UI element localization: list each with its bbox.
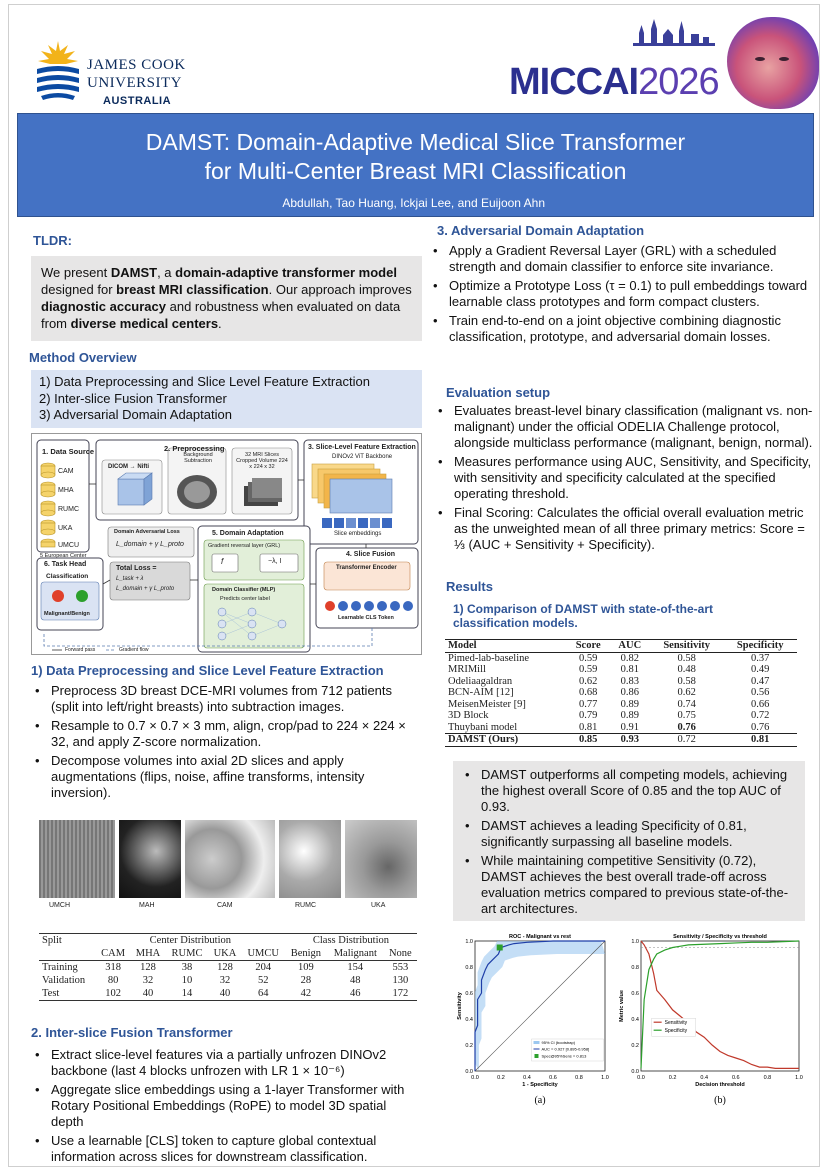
col-header: Model: [448, 640, 477, 651]
table-row: [445, 699, 797, 711]
x-tick-label: 0.0: [471, 1075, 479, 1081]
y-tick-label: 0.2: [465, 1043, 473, 1049]
table-cell: 0.62: [578, 675, 598, 687]
x-tick-label: 1.0: [601, 1075, 609, 1081]
table-cell: 0.93: [620, 734, 639, 745]
tldr-text: designed for: [41, 282, 117, 297]
table-cell: 0.59: [578, 664, 598, 675]
skyline-icon: [629, 17, 719, 57]
roc-chart: [455, 931, 615, 1115]
y-tick-label: 0.8: [631, 965, 639, 971]
sec1-bullets: [31, 683, 416, 804]
chart-title: ROC - Malignant vs rest: [508, 934, 572, 940]
table-row: [445, 687, 797, 699]
x-axis-label: Decision threshold: [695, 1082, 745, 1088]
method-item: 1) Data Preprocessing and Slice Level Feature Extraction: [39, 374, 370, 389]
bullet-item: • Apply a Gradient Reversal Layer (GRL) with a scheduled strength and domain classifier to enforce site invariance.: [429, 243, 814, 275]
table-cell: DAMST (Ours): [448, 734, 519, 745]
x-tick-label: 1.0: [795, 1075, 803, 1081]
table-cell: BCN-AIM [12]: [448, 687, 514, 698]
bullet-item: • Evaluates breast-level binary classification (malignant vs. non-malignant) under the official ODELIA Challenge protocol, alongside multiclass performance (malignant, benign, normal).: [434, 403, 814, 451]
table-cell: 318: [105, 962, 121, 973]
miccai-word: MICCAI: [509, 61, 639, 103]
x-axis-label: 1 - Specificity: [522, 1082, 558, 1088]
table-cell: 3D Block: [448, 710, 489, 721]
tldr-text: , a: [157, 265, 176, 280]
y-tick-label: 0.2: [631, 1043, 639, 1049]
table-cell: 0.66: [751, 698, 770, 710]
table-row: [39, 974, 417, 987]
table-cell: 0.72: [751, 710, 770, 721]
tldr-bold: diverse medical centers: [70, 316, 219, 331]
bullet-item: • Aggregate slice embeddings using a 1-layer Transformer with Rotary Positional Embeddings (RoPE) to model 3D spatial depth: [31, 1082, 416, 1130]
legend-label: Sensitivity: [664, 1020, 688, 1027]
table-cell: 0.37: [751, 652, 770, 664]
table-cell: 0.89: [620, 698, 639, 710]
table-cell: 128: [217, 962, 233, 973]
jcu-emblem-icon: [33, 39, 83, 103]
col-header: Score: [575, 640, 601, 651]
domain-adaptation-label: 5. Domain Adaptation: [212, 530, 284, 537]
bullet-item: • Measures performance using AUC, Sensitivity, and Specificity, with sensitivity and specificity calculated at the specified operating threshold.: [434, 454, 814, 502]
source-note: 5 European Center: [40, 553, 87, 559]
mri-image: [39, 820, 115, 898]
threshold-chart: [617, 931, 805, 1115]
tldr-box: [31, 256, 422, 341]
table-row: [445, 710, 797, 722]
table-cell: 172: [392, 988, 409, 999]
data-source-label: 1. Data Source: [42, 447, 95, 456]
y-tick-label: 0.0: [465, 1069, 473, 1075]
database-icons: [41, 463, 55, 547]
y-tick-label: 0.0: [631, 1069, 639, 1075]
table-cell: 0.47: [751, 675, 770, 687]
bullet-item: • DAMST achieves a leading Specificity of 0.81, significantly surpassing all baseline models.: [461, 818, 797, 850]
y-tick-label: 0.4: [465, 1017, 473, 1023]
tldr-text: .: [218, 316, 222, 331]
table-cell: 80: [107, 975, 119, 986]
sec1-heading: 1) Data Preprocessing and Slice Level Feature Extraction: [31, 663, 384, 678]
mri-label: UMCH: [49, 902, 70, 909]
y-axis-label: Metric value: [619, 990, 625, 1022]
row-label: Test: [42, 988, 60, 999]
table-cell: 0.81: [578, 721, 598, 733]
split-header: Split: [42, 935, 62, 946]
table-row: [445, 676, 797, 688]
bullet-item: • Final Scoring: Calculates the official overall evaluation metric as the unweighted mean of all three primary metrics: Score = ⅓ (AUC + Sensitivity + Specificity).: [434, 505, 814, 553]
jcu-name-line2: UNIVERSITY: [87, 75, 182, 91]
table-cell: 128: [140, 962, 156, 973]
table-cell: 0.82: [620, 652, 639, 664]
dicom-label: DICOM → Nifti: [108, 464, 149, 470]
tldr-heading: TLDR:: [33, 233, 72, 248]
predicts-label: Predicts center label: [220, 596, 270, 602]
tldr-bold: domain-adaptive transformer model: [175, 265, 397, 280]
source-label: CAM: [58, 468, 74, 475]
source-label: UKA: [58, 525, 73, 532]
sec3-heading: 3. Adversarial Domain Adaptation: [437, 223, 645, 238]
face-illustration-icon: [727, 17, 819, 109]
table-cell: 0.58: [677, 675, 696, 687]
sec2-heading: 2. Inter-slice Fusion Transformer: [31, 1025, 233, 1040]
split-table-wrap: [39, 933, 417, 1001]
domain-loss-eq: L_domain + γ L_proto: [116, 541, 184, 548]
table-cell: 130: [392, 975, 409, 986]
col-header: UKA: [213, 948, 237, 959]
tldr-text: . Our approach improves: [268, 282, 412, 297]
sec2-bullets: [31, 1047, 416, 1167]
background-label: Background Subtraction: [183, 452, 213, 464]
bullet-item: • Extract slice-level features via a partially unfrozen DINOv2 backbone (last 4 blocks unfrozen with LR 1 × 10⁻⁶): [31, 1047, 416, 1079]
mri-label: RUMC: [295, 902, 316, 909]
method-list: [31, 370, 422, 428]
title-line2: for Multi-Center Breast MRI Classification: [204, 158, 627, 184]
col-header: None: [388, 948, 412, 959]
mri-image: [279, 820, 341, 898]
malignant-dot-icon: [52, 590, 64, 602]
table-row: [39, 987, 417, 1001]
col-header: UMCU: [247, 948, 279, 959]
mri-image: [185, 820, 275, 898]
x-tick-label: 0.8: [763, 1075, 772, 1081]
table-cell: Odeliaagaldran: [448, 675, 513, 687]
y-tick-label: 1.0: [465, 939, 473, 945]
table-cell: 64: [257, 988, 269, 999]
mri-label: UKA: [371, 902, 386, 909]
x-tick-label: 0.8: [575, 1075, 583, 1081]
panel-label: (b): [714, 1095, 726, 1106]
table-row: [445, 664, 797, 676]
split-table: [39, 933, 417, 1001]
table-cell: 28: [300, 975, 312, 986]
table-cell: 204: [255, 962, 272, 973]
bullet-item: • While maintaining competitive Sensitivity (0.72), DAMST achieves the best overall trade-off across evaluation metrics compared to previous state-of-the-art architectures.: [461, 853, 797, 917]
results-table: [445, 639, 797, 747]
x-tick-label: 0.2: [668, 1075, 677, 1081]
table-cell: 46: [350, 988, 361, 999]
y-tick-label: 0.6: [631, 991, 639, 997]
y-axis-label: Sensitivity: [457, 992, 463, 1020]
legend-swatch: [534, 1041, 540, 1044]
table-cell: 14: [181, 988, 193, 999]
tldr-bold: breast MRI classification: [116, 282, 269, 297]
method-item: 2) Inter-slice Fusion Transformer: [39, 390, 227, 406]
method-heading: Method Overview: [29, 350, 137, 365]
table-cell: MeisenMeister [9]: [448, 698, 526, 710]
preprocessing-label: 2. Preprocessing: [164, 444, 225, 453]
results-table-wrap: [445, 639, 797, 747]
table-cell: 0.81: [620, 664, 639, 675]
y-tick-label: 0.4: [631, 1017, 639, 1023]
x-tick-label: 0.4: [523, 1075, 531, 1081]
table-cell: Pimed-lab-baseline: [448, 652, 530, 664]
table-cell: 32: [219, 975, 231, 986]
table-cell: 0.85: [578, 734, 598, 745]
source-label: MHA: [58, 487, 74, 494]
source-label: RUMC: [58, 506, 79, 513]
backbone-label: DINOv2 ViT Backbone: [332, 454, 393, 460]
col-header: MHA: [135, 948, 161, 959]
table-cell: Thuybani model: [448, 721, 518, 733]
panel-label: (a): [534, 1095, 546, 1106]
mri-slices-label: 32 MRI Slices Cropped Volume 224 x 224 x 32: [236, 452, 288, 470]
table-cell: 52: [257, 975, 269, 986]
transformer-encoder-label: Transformer Encoder: [336, 565, 397, 571]
legend-label: Spec@95%Sens = 0.813: [541, 1053, 587, 1059]
total-loss-eq1: L_task + λ: [116, 576, 144, 582]
total-loss-label: Total Loss =: [116, 565, 157, 572]
title-line1: DAMST: Domain-Adaptive Medical Slice Transformer: [145, 129, 686, 155]
miccai-wordmark: [509, 61, 719, 104]
table-cell: MRIMill: [448, 664, 486, 675]
row-label: Training: [42, 962, 78, 973]
table-cell: 0.76: [677, 721, 696, 733]
bullet-item: • Preprocess 3D breast DCE-MRI volumes from 712 patients (split into left/right breasts) into subtraction images.: [31, 683, 416, 715]
bullet-item: • Optimize a Prototype Loss (τ = 0.1) to pull embeddings toward learnable class prototypes and form compact clusters.: [429, 278, 814, 310]
jcu-name-line1: JAMES COOK: [87, 57, 186, 73]
table-cell: 0.72: [677, 734, 696, 745]
legend-label: Specificity: [664, 1028, 688, 1035]
miccai-year: 2026: [638, 61, 719, 103]
col-header: Specificity: [736, 640, 784, 651]
classification-label: Classification: [46, 573, 89, 580]
table-cell: 38: [181, 962, 193, 973]
x-tick-label: 0.6: [549, 1075, 557, 1081]
lambda-label: −λ, I: [268, 558, 282, 565]
slice-fusion-label: 4. Slice Fusion: [346, 551, 396, 558]
results-bullets: [461, 767, 797, 917]
table-cell: 154: [347, 962, 364, 973]
table-cell: 0.77: [578, 698, 598, 710]
jcu-name-line3: AUSTRALIA: [103, 95, 172, 107]
mri-image-strip: [39, 820, 417, 912]
y-tick-label: 0.8: [465, 965, 473, 971]
poster: [8, 4, 820, 1167]
table-cell: 0.86: [620, 687, 639, 698]
domain-classifier-label: Domain Classifier (MLP): [212, 587, 276, 593]
miccai-logo: [509, 17, 819, 112]
x-tick-label: 0.2: [497, 1075, 505, 1081]
source-label: UMCU: [58, 542, 79, 549]
table-cell: 109: [298, 962, 314, 973]
table-cell: 0.68: [578, 687, 598, 698]
table-cell: 48: [350, 975, 361, 986]
gradient-flow-label: Gradient flow: [119, 647, 149, 653]
bullet-item: • Resample to 0.7 × 0.7 × 3 mm, align, crop/pad to 224 × 224 × 32, and apply Z-score normalization.: [31, 718, 416, 750]
total-loss-eq2: L_domain + γ L_proto: [116, 586, 175, 592]
jcu-logo: [33, 35, 213, 109]
method-item: 3) Adversarial Domain Adaptation: [39, 407, 232, 422]
task-head-label: 6. Task Head: [44, 561, 87, 568]
grl-label: Gradient reversal layer (GRL): [208, 543, 281, 549]
results-summary-box: [453, 761, 805, 921]
col-header: RUMC: [171, 948, 203, 959]
legend-swatch: [535, 1054, 539, 1058]
table-cell: 0.58: [677, 652, 696, 664]
forward-pass-label: Forward pass: [65, 647, 96, 653]
benign-dot-icon: [76, 590, 88, 602]
y-tick-label: 1.0: [631, 939, 639, 945]
table-row: [39, 961, 417, 975]
tldr-text: We present: [41, 265, 111, 280]
poster-title: [18, 128, 813, 186]
mri-image: [345, 820, 417, 898]
col-header: Sensitivity: [663, 640, 710, 651]
cls-token-label: Learnable CLS Token: [338, 615, 394, 621]
col-header: CAM: [101, 948, 126, 959]
table-cell: 0.76: [751, 721, 770, 733]
mri-label: CAM: [217, 902, 233, 909]
table-cell: 102: [105, 988, 121, 999]
title-banner: [17, 113, 814, 217]
table-cell: 0.74: [677, 698, 696, 710]
x-tick-label: 0.6: [731, 1075, 740, 1081]
results-subheading: 1) Comparison of DAMST with state-of-the-art classification models.: [453, 602, 713, 630]
table-cell: 0.49: [751, 664, 770, 675]
table-row-ours: [445, 734, 797, 747]
authors: Abdullah, Tao Huang, Ickjai Lee, and Euijoon Ahn: [282, 196, 545, 210]
table-cell: 42: [300, 988, 312, 999]
eval-bullets: [434, 403, 814, 556]
table-cell: 0.91: [620, 721, 639, 733]
embeddings-label: Slice embeddings: [334, 531, 382, 537]
table-cell: 0.79: [578, 710, 598, 721]
table-cell: 553: [392, 962, 409, 973]
table-cell: 10: [181, 975, 193, 986]
voxel-cube-icon: [118, 473, 152, 505]
f-label: f: [221, 557, 224, 566]
sec3-bullets: [429, 243, 814, 348]
malignant-benign-label: Malignant/Benign: [44, 611, 90, 617]
architecture-diagram: [31, 433, 422, 655]
tldr-text: and robustness when evaluated on data from: [41, 299, 401, 331]
eval-heading: Evaluation setup: [446, 385, 551, 400]
bullet-item: • Train end-to-end on a joint objective combining diagnostic classification, prototype, and adversarial domain losses.: [429, 313, 814, 345]
tldr-bold: DAMST: [110, 265, 158, 280]
bullet-item: • Decompose volumes into axial 2D slices and apply augmentations (flips, noise, affine transforms, intensity inversion).: [31, 753, 416, 801]
x-tick-label: 0.0: [637, 1075, 645, 1081]
class-header: Class Distribution: [312, 935, 390, 946]
row-label: Validation: [42, 975, 86, 986]
table-cell: 40: [219, 988, 231, 999]
legend-label: 95% CI (bootstrap): [541, 1040, 576, 1045]
y-tick-label: 0.6: [465, 991, 473, 997]
col-header: Benign: [290, 948, 322, 959]
table-row: [445, 722, 797, 734]
table-cell: 0.48: [677, 664, 696, 675]
col-header: Malignant: [333, 948, 377, 959]
mri-image: [119, 820, 181, 898]
results-heading: Results: [446, 579, 493, 594]
table-cell: 32: [142, 975, 154, 986]
table-cell: 0.56: [751, 687, 770, 698]
domain-loss-label: Domain Adversarial Loss: [114, 529, 180, 535]
tldr-bold: diagnostic accuracy: [41, 299, 166, 314]
col-header: AUC: [618, 640, 642, 651]
vit-backbone-icon: [312, 464, 392, 513]
bullet-item: • DAMST outperforms all competing models, achieving the highest overall Score of 0.85 and the top AUC of 0.93.: [461, 767, 797, 815]
slice-stack-icon: [244, 478, 282, 506]
table-cell: 40: [142, 988, 154, 999]
x-tick-label: 0.4: [700, 1075, 709, 1081]
table-cell: 0.62: [677, 687, 696, 698]
extraction-label: 3. Slice-Level Feature Extraction: [308, 444, 416, 451]
mri-label: MAH: [139, 902, 155, 909]
legend-label: AUC = 0.927 [0.895-0.958]: [541, 1046, 590, 1052]
center-header: Center Distribution: [149, 935, 232, 946]
table-cell: 0.59: [578, 652, 598, 664]
table-cell: 0.89: [620, 710, 639, 721]
table-cell: 0.81: [751, 734, 770, 745]
operating-point: [497, 945, 503, 951]
table-cell: 0.75: [677, 710, 696, 721]
bullet-item: • Use a learnable [CLS] token to capture global contextual information across slices for downstream classification.: [31, 1133, 416, 1165]
chart-title: Sensitivity / Specificity vs threshold: [673, 934, 767, 940]
table-row: [445, 652, 797, 664]
table-cell: 0.83: [620, 675, 639, 687]
